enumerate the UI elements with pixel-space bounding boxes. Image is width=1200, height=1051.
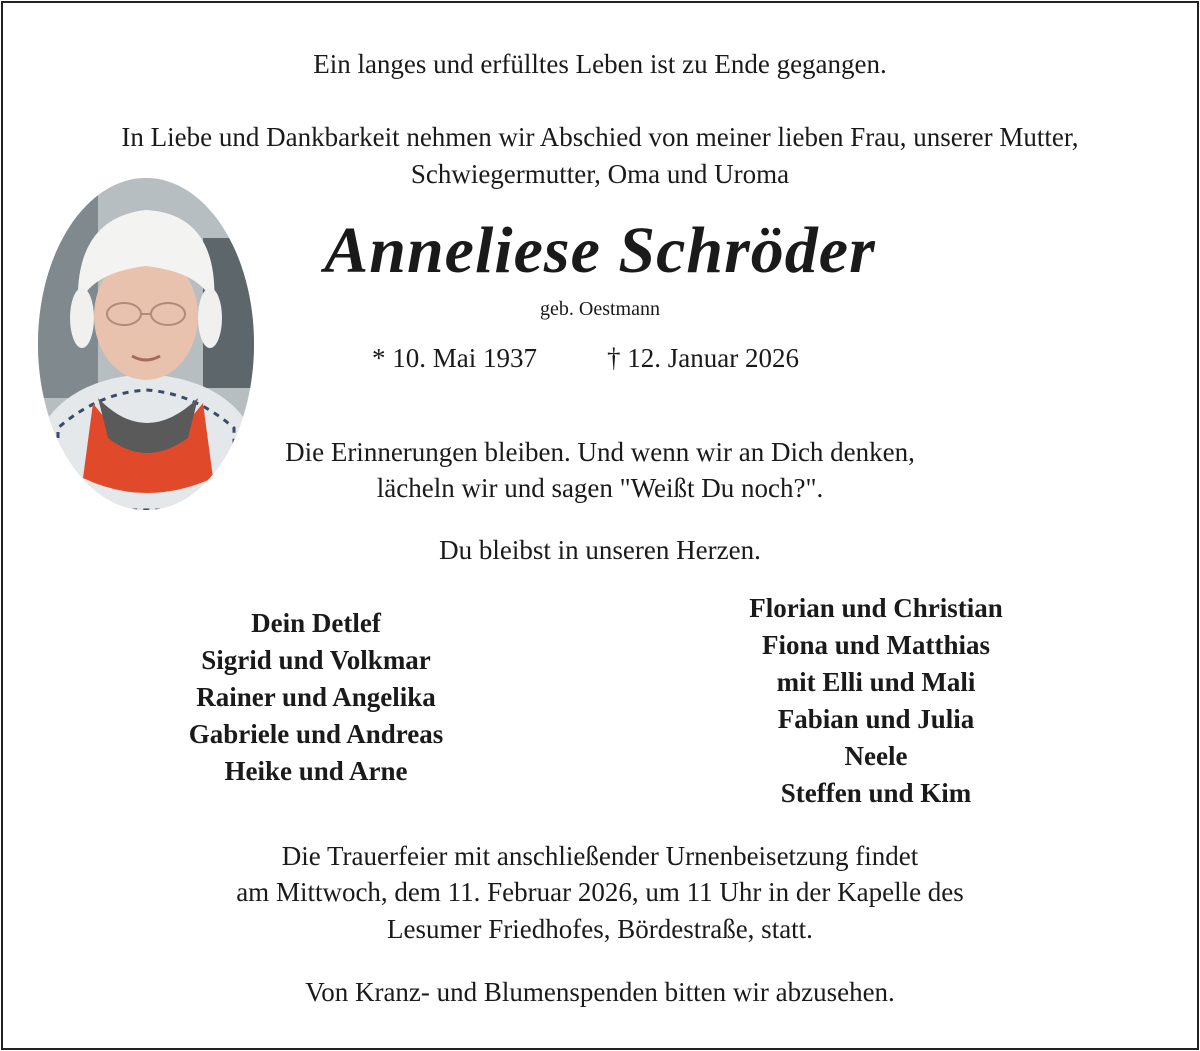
farewell-line-1: In Liebe und Dankbarkeit nehmen wir Abschied von meiner lieben Frau, unserer Mutter, — [121, 122, 1079, 152]
birth-date: * 10. Mai 1937 — [372, 343, 537, 373]
mourner-name: Fabian und Julia — [777, 704, 975, 734]
mourner-name: Dein Detlef — [251, 608, 381, 638]
mourner-name: mit Elli und Mali — [776, 667, 976, 697]
service-line-1: Die Trauerfeier mit anschließender Urnenbeisetzung findet — [281, 841, 919, 871]
mourner-name: Neele — [844, 741, 908, 771]
deceased-name: Anneliese Schröder — [324, 214, 876, 287]
service-line-2: am Mittwoch, dem 11. Februar 2026, um 11 Uhr in der Kapelle des — [236, 877, 964, 907]
mourner-name: Fiona und Matthias — [761, 630, 991, 660]
mourner-name: Rainer und Angelika — [196, 682, 436, 712]
mourner-name: Heike und Arne — [224, 756, 408, 786]
farewell-line-2: Schwiegermutter, Oma und Uroma — [410, 159, 790, 189]
mourners-right — [676, 590, 1076, 812]
life-dates — [0, 340, 1200, 376]
closing-text: Von Kranz- und Blumenspenden bitten wir abzusehen. — [305, 977, 895, 1007]
service-line-3: Lesumer Friedhofes, Bördestraße, statt. — [387, 914, 813, 944]
heart-line: Du bleibst in unseren Herzen. — [439, 535, 761, 565]
intro-text: Ein langes und erfülltes Leben ist zu Ende gegangen. — [313, 49, 887, 79]
maiden-name: geb. Oestmann — [540, 298, 660, 320]
quote-line-1: Die Erinnerungen bleiben. Und wenn wir an Dich denken, — [285, 437, 915, 467]
mourner-name: Steffen und Kim — [780, 778, 972, 808]
mourner-name: Sigrid und Volkmar — [201, 645, 431, 675]
mourners-left — [116, 605, 516, 790]
mourner-name: Florian und Christian — [749, 593, 1003, 623]
mourner-name: Gabriele und Andreas — [188, 719, 444, 749]
death-date: † 12. Januar 2026 — [607, 343, 799, 373]
quote-line-2: lächeln wir und sagen "Weißt Du noch?". — [376, 473, 824, 503]
